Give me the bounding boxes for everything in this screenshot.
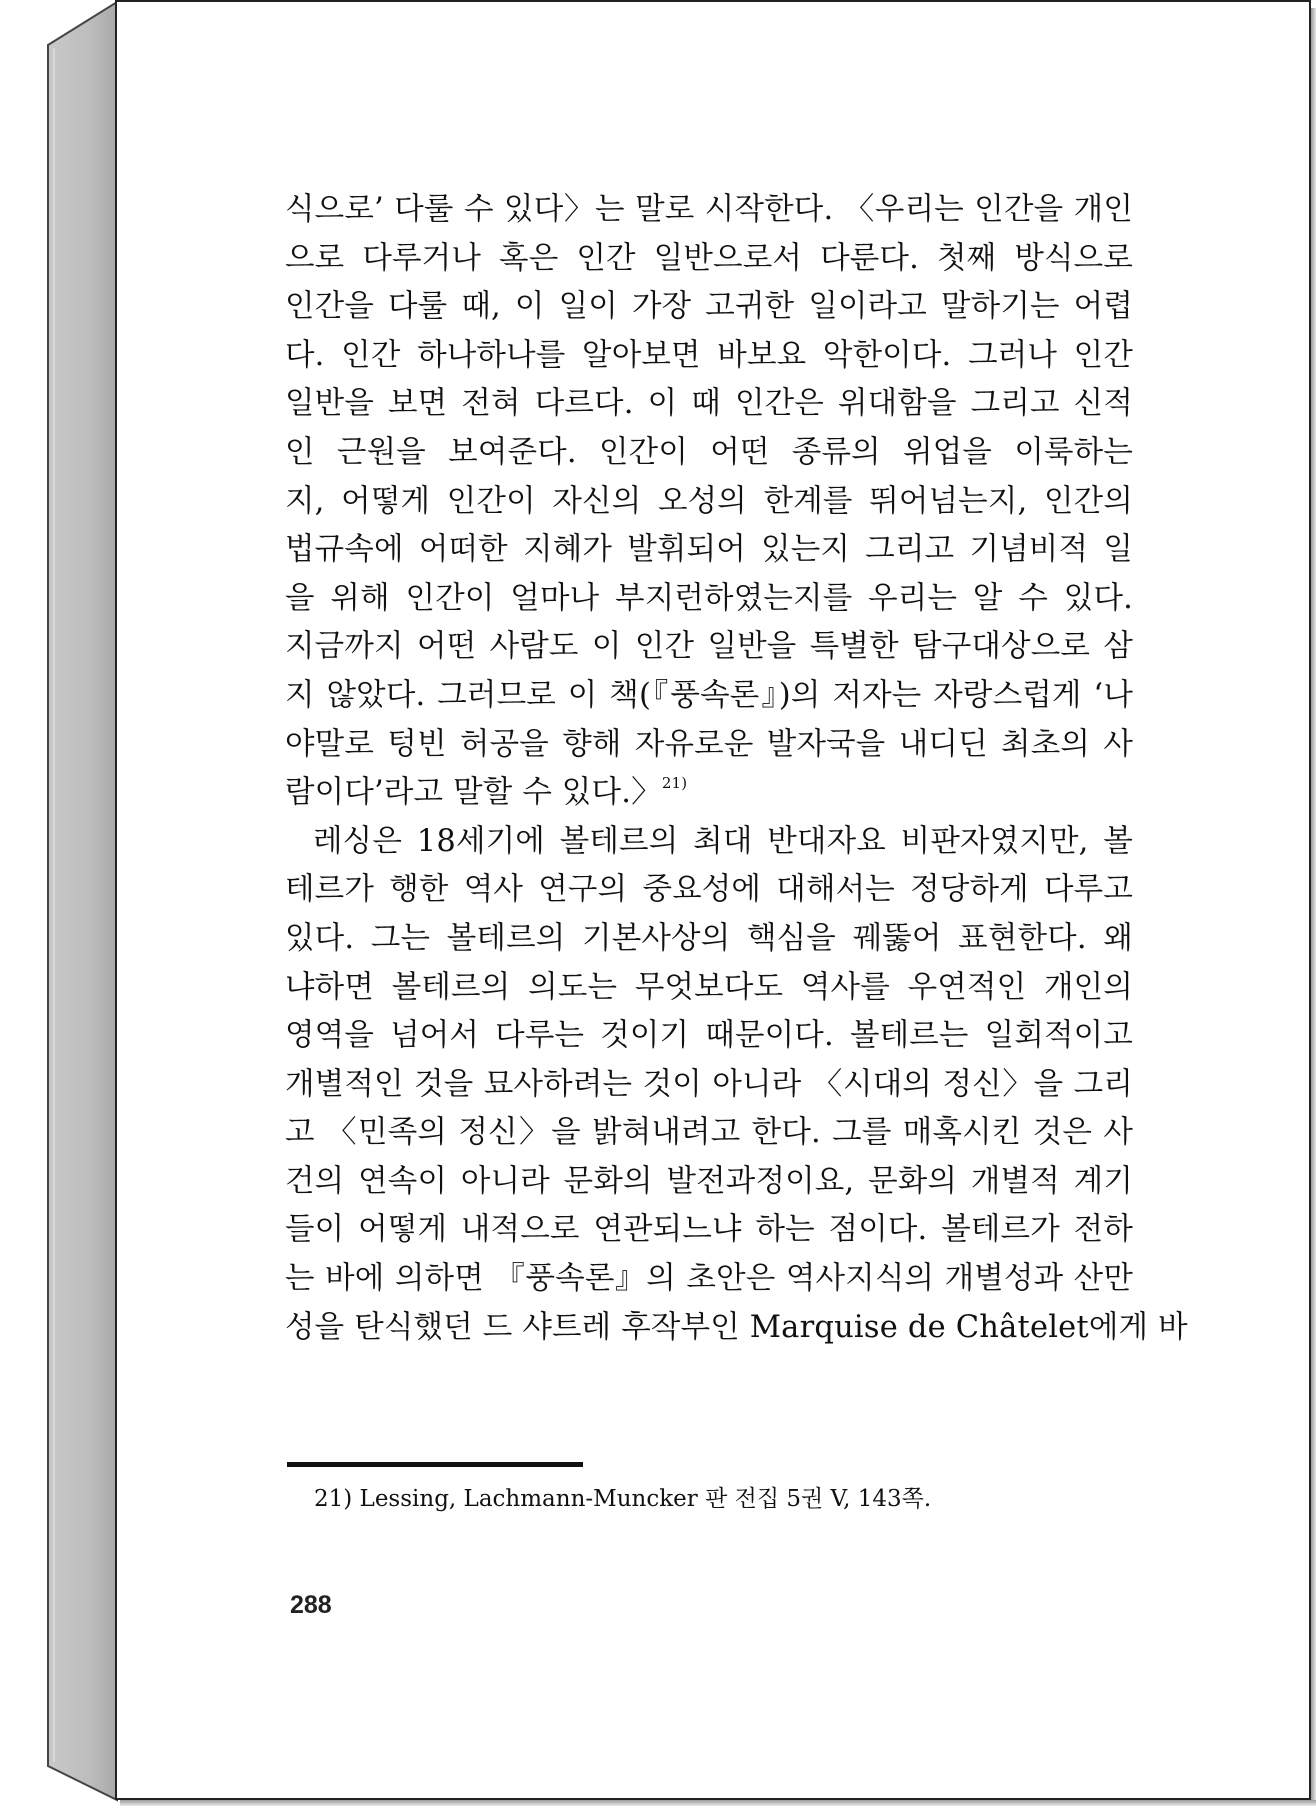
footnote: 21) Lessing, Lachmann-Muncker 판 전집 5권 V, 143쪽. <box>314 1486 932 1512</box>
text-line: 법규속에 어떠한 지혜가 발휘되어 있는지 그리고 기념비적 일 <box>285 532 1133 568</box>
text-line: 인간을 다룰 때, 이 일이 가장 고귀한 일이라고 말하기는 어렵 <box>285 289 1133 325</box>
text-line: 람이다’라고 말할 수 있다.〉 <box>285 775 662 811</box>
text-line-with-footnote <box>285 769 1133 818</box>
text-line: 지금까지 어떤 사람도 이 인간 일반을 특별한 탐구대상으로 삼 <box>285 629 1133 665</box>
page-shadow <box>1311 8 1316 1806</box>
text-line: 개별적인 것을 묘사하려는 것이 아니라 〈시대의 정신〉을 그리 <box>285 1066 1133 1102</box>
text-line: 들이 어떻게 내적으로 연관되느냐 하는 점이다. 볼테르가 전하 <box>285 1212 1133 1248</box>
text-line: 인 근원을 보여준다. 인간이 어떤 종류의 위업을 이룩하는 <box>285 434 1133 470</box>
text-line: 야말로 텅빈 허공을 향해 자유로운 발자국을 내디딘 최초의 사 <box>285 726 1133 762</box>
body-text <box>285 186 1188 1352</box>
text-line: 으로 다루거나 혹은 인간 일반으로서 다룬다. 첫째 방식으로 <box>285 240 1133 276</box>
text-line: 테르가 행한 역사 연구의 중요성에 대해서는 정당하게 다루고 <box>285 872 1133 908</box>
text-line: 영역을 넘어서 다루는 것이기 때문이다. 볼테르는 일회적이고 <box>285 1018 1133 1054</box>
text-line: 식으로’ 다룰 수 있다〉는 말로 시작한다. 〈우리는 인간을 개인 <box>285 192 1133 227</box>
text-line: 레싱은 18세기에 볼테르의 최대 반대자요 비판자였지만, 볼 <box>313 823 1133 859</box>
text-line: 고 〈민족의 정신〉을 밝혀내려고 한다. 그를 매혹시킨 것은 사 <box>285 1115 1133 1151</box>
text-line: 일반을 보면 전혀 다르다. 이 때 인간은 위대함을 그리고 신적 <box>285 386 1133 422</box>
page-number: 288 <box>290 1591 332 1619</box>
footnote-marker: 21) <box>661 774 688 793</box>
page-shadow <box>120 1800 1316 1806</box>
footnote-rule <box>287 1462 583 1467</box>
text-line: 지, 어떻게 인간이 자신의 오성의 한계를 뛰어넘는지, 인간의 <box>285 483 1133 519</box>
text-line: 냐하면 볼테르의 의도는 무엇보다도 역사를 우연적인 개인의 <box>285 969 1133 1005</box>
text-line: 다. 인간 하나하나를 알아보면 바보요 악한이다. 그러나 인간 <box>285 337 1133 373</box>
text-line: 는 바에 의하면 『풍속론』의 초안은 역사지식의 개별성과 산만 <box>285 1261 1133 1297</box>
text-line: 을 위해 인간이 얼마나 부지런하였는지를 우리는 알 수 있다. <box>285 580 1133 616</box>
text-line: 있다. 그는 볼테르의 기본사상의 핵심을 꿰뚫어 표현한다. 왜 <box>285 920 1133 956</box>
text-line: 성을 탄식했던 드 샤트레 후작부인 Marquise de Châtelet에게 바 <box>285 1309 1188 1345</box>
text-line: 건의 연속이 아니라 문화의 발전과정이요, 문화의 개별적 계기 <box>285 1163 1133 1199</box>
text-line: 지 않았다. 그러므로 이 책(『풍속론』)의 저자는 자랑스럽게 ‘나 <box>285 677 1133 713</box>
